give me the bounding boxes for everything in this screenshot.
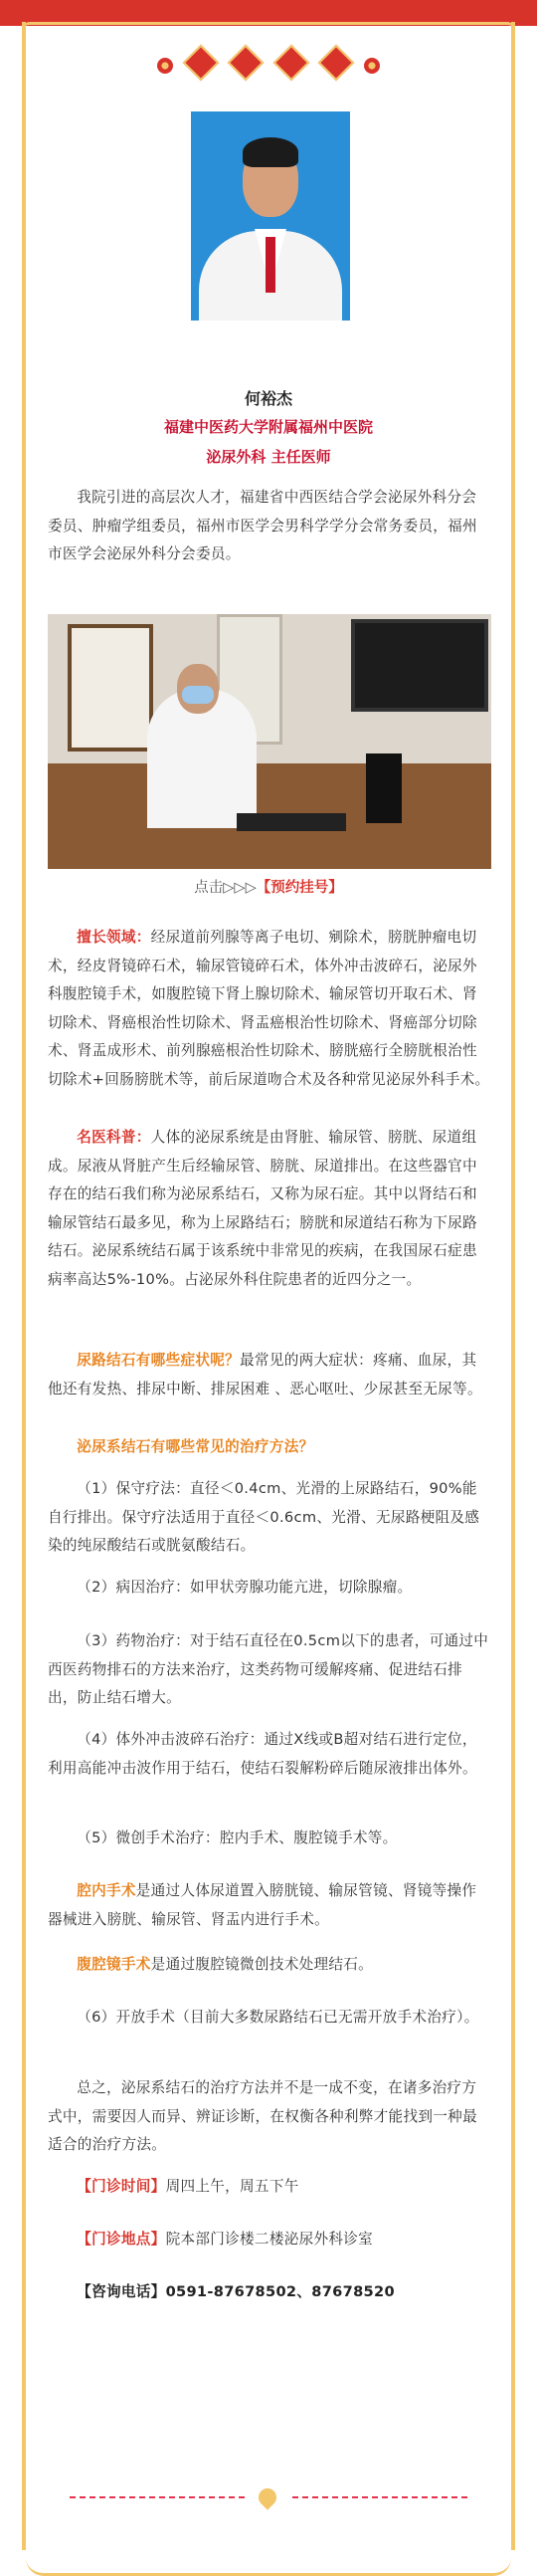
symptoms-text: 最常见的两大症状：疼痛、血尿，其他还有发热、排尿中断、排尿困难 、恶心呕吐、少尿甚至无尿等。: [48, 1352, 482, 1397]
specialty-section: [48, 924, 491, 1094]
treatment-4: [48, 1726, 491, 1783]
divider-right: [292, 2496, 467, 2498]
header-ornament: [0, 50, 537, 80]
clinic-time-value: 周四上午，周五下午: [165, 2178, 299, 2195]
specialty-text: 经尿道前列腺等离子电切、剜除术，膀胱肿瘤电切术，经皮肾镜碎石术，输尿管镜碎石术，体外冲击波碎石，泌尿外科腹腔镜手术，如腹腔镜下肾上腺切除术、输尿管切开取石术、肾切除术、肾癌根治性切除术、肾盂癌根治性切除术、肾癌部分切除术、肾盂成形术、前列腺癌根治性切除术、膀胱癌行全膀胱根治性切除术+回肠膀胱术等，前后尿道吻合术及各种常见泌尿外科手术。: [48, 929, 490, 1088]
clinic-photo: [48, 614, 491, 869]
treatment-3: [48, 1627, 491, 1713]
science-label: 名医科普：: [77, 1129, 151, 1146]
endoscopic-label: 腔内手术: [77, 1882, 136, 1899]
endoscopic-text: 是通过人体尿道置入膀胱镜、输尿管镜、肾镜等操作器械进入膀胱、输尿管、肾盂内进行手术。: [48, 1882, 477, 1928]
treatment-heading-block: [48, 1433, 491, 1462]
symptoms-label: 尿路结石有哪些症状呢？: [77, 1352, 241, 1369]
treatment-1: [48, 1475, 491, 1561]
appointment-link[interactable]: 【预约挂号】: [256, 880, 343, 896]
treatment-open-surgery: （6）开放手术（目前大多数尿路结石已无需开放手术治疗）。: [77, 2009, 479, 2026]
science-text: 人体的泌尿系统是由肾脏、输尿管、膀胱、尿道组成。尿液从肾脏产生后经输尿管、膀胱、尿道排出。在这些器官中存在的结石我们称为泌尿系结石，又称为尿石症。其中以肾结石和输尿管结石最多见，称为上尿路结石；膀胱和尿道结石称为下尿路结石。泌尿系统结石属于该系统中非常见的疾病，在我国尿石症患病率高达5%-10%。占泌尿外科住院患者的近四分之一。: [48, 1129, 477, 1288]
doctor-name: 何裕杰: [244, 389, 292, 408]
summary-section: [48, 2074, 491, 2160]
diamond-ornament-icon: [183, 45, 220, 82]
doctor-department-title: 泌尿外科 主任医师: [206, 448, 331, 466]
doctor-portrait: [191, 111, 350, 321]
treatment-5: [48, 1825, 491, 1853]
science-section: [48, 1124, 491, 1294]
bio-paragraph: 我院引进的高层次人才，福建省中西医结合学会泌尿外科分会委员、肿瘤学组委员，福州市医学会男科学学分会常务委员，福州市医学会泌尿外科分会委员。: [48, 489, 477, 562]
diamond-ornament-icon: [228, 45, 265, 82]
specialty-label: 擅长领域：: [77, 929, 151, 946]
flower-icon: [157, 58, 173, 74]
doctor-bio: [48, 484, 491, 569]
clinic-place-label: 【门诊地点】: [77, 2231, 166, 2248]
clinic-place-value: 院本部门诊楼二楼泌尿外科诊室: [165, 2231, 374, 2248]
treatment-cause: （2）病因治疗：如甲状旁腺功能亢进，切除腺瘤。: [77, 1579, 413, 1596]
symptoms-section: [48, 1347, 491, 1403]
diamond-ornament-icon: [272, 45, 309, 82]
flower-icon: [364, 58, 380, 74]
clinic-phone: [48, 2278, 491, 2307]
appointment-caption: [0, 876, 537, 897]
clinic-time-label: 【门诊时间】: [77, 2178, 166, 2195]
treatment-2: [48, 1574, 491, 1603]
treatment-drug: （3）药物治疗：对于结石直径在0.5cm以下的患者，可通过中西医药物排石的方法来治疗，这类药物可缓解疼痛、促进结石排出，防止结石增大。: [48, 1632, 489, 1706]
hospital-name: 福建中医药大学附属福州中医院: [163, 418, 373, 436]
treatment-eswl: （4）体外冲击波碎石治疗：通过X线或B超对结石进行定位，利用高能冲击波作用于结石，使结石裂解粉碎后随尿液排出体外。: [48, 1731, 477, 1777]
clinic-place: [48, 2226, 491, 2254]
clinic-phone-label: 【咨询电话】: [77, 2283, 166, 2300]
caption-prefix: 点击▷▷▷: [194, 880, 257, 896]
clinic-time: [48, 2173, 491, 2202]
diamond-ornament-icon: [317, 45, 354, 82]
treatment-conservative: （1）保守疗法：直径＜0.4cm、光滑的上尿路结石，90%能自行排出。保守疗法适用于直径＜0.6cm、光滑、无尿路梗阻及感染的纯尿酸结石或胱氨酸结石。: [48, 1480, 480, 1554]
treatment-6: [48, 2004, 491, 2033]
clinic-phone-value[interactable]: 0591-87678502、87678520: [165, 2283, 395, 2300]
laparoscopic-text: 是通过腹腔镜微创技术处理结石。: [150, 1956, 374, 1973]
bottom-frame: [26, 2503, 511, 2576]
laparoscopic-label: 腹腔镜手术: [77, 1956, 151, 1973]
treatment-minimally-invasive: （5）微创手术治疗：腔内手术、腹腔镜手术等。: [77, 1829, 398, 1846]
laparoscopic-section: [48, 1951, 491, 1980]
treatment-heading: 泌尿系结石有哪些常见的治疗方法？: [77, 1438, 314, 1455]
summary-text: 总之，泌尿系结石的治疗方法并不是一成不变，在诸多治疗方式中，需要因人而异、辨证诊断，在权衡各种利弊才能找到一种最适合的治疗方法。: [48, 2079, 477, 2153]
endoscopic-section: [48, 1877, 491, 1934]
divider-left: [70, 2496, 245, 2498]
